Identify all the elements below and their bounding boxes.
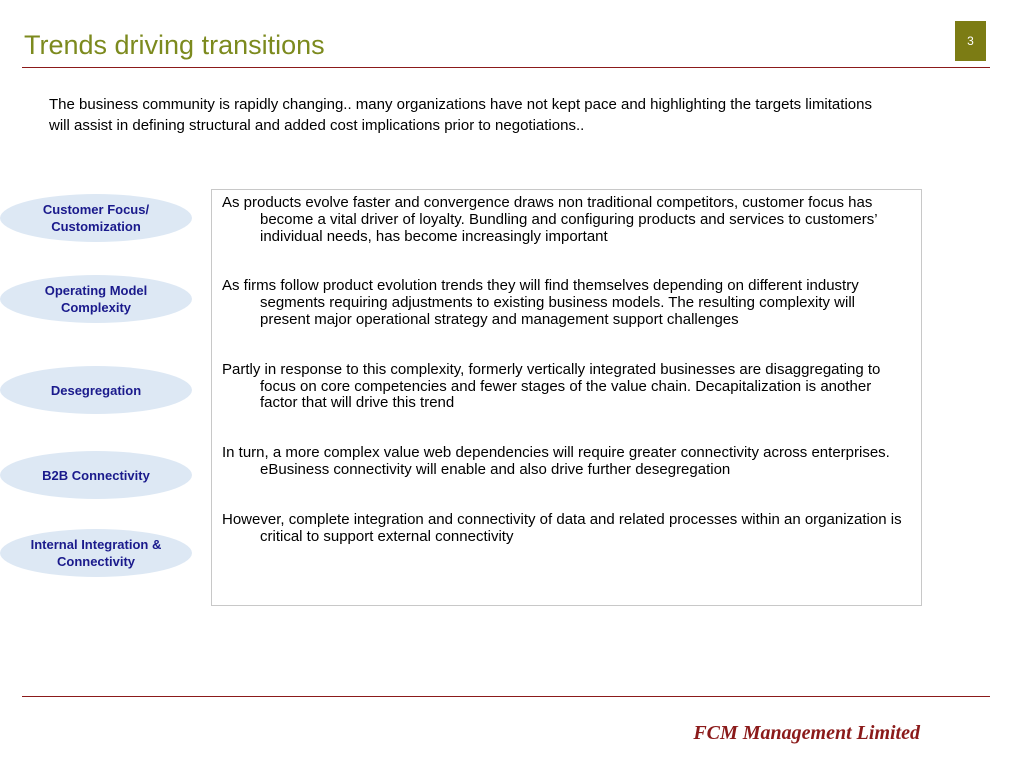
paragraph-operating-model: As firms follow product evolution trends they will find themselves depending on different industry segments requiring adjustments to existing business models. The resulting complexity will present major operational strategy and management support challenges — [222, 277, 859, 328]
paragraph-internal-integration: However, complete integration and connectivity of data and related processes within an organization is critical to support external connectivity — [222, 510, 902, 545]
trend-label: Operating Model Complexity — [44, 283, 148, 315]
trend-desegregation — [0, 366, 192, 414]
trend-label: Desegregation — [50, 382, 142, 398]
trend-operating-model — [0, 275, 192, 323]
paragraph-customer-focus: As products evolve faster and convergence draws non traditional competitors, customer focus has become a vital driver of loyalty. Bundling and configuring products and services to customers’ individual needs, has become increasingly important — [222, 194, 877, 245]
trend-b2b-connectivity — [0, 451, 192, 499]
page-number: 3 — [967, 34, 974, 48]
intro-text: The business community is rapidly changing.. many organizations have not kept pace and highlighting the targets limitations will assist in defining structural and added cost implications prior to negotiations.. — [49, 96, 872, 134]
paragraph-b2b-connectivity: In turn, a more complex value web dependencies will require greater connectivity across enterprises. eBusiness connectivity will enable and also drive further desegregation — [222, 444, 890, 478]
content-box — [211, 189, 922, 606]
top-divider — [22, 67, 990, 68]
bottom-divider — [22, 696, 990, 697]
page-number-badge — [955, 21, 986, 61]
trend-label: B2B Connectivity — [42, 467, 150, 483]
trend-label: Internal Integration & Connectivity — [30, 537, 162, 569]
trend-customer-focus — [0, 194, 192, 242]
slide-title: Trends driving transitions — [24, 30, 325, 60]
trend-label: Customer Focus/ Customization — [42, 202, 150, 234]
trend-internal-integration — [0, 529, 192, 577]
footer-company-name: FCM Management Limited — [693, 722, 920, 744]
paragraph-desegregation: Partly in response to this complexity, formerly vertically integrated businesses are disaggregating to focus on core competencies and fewer stages of the value chain. Decapitalization is another factor that will drive this trend — [222, 360, 881, 412]
